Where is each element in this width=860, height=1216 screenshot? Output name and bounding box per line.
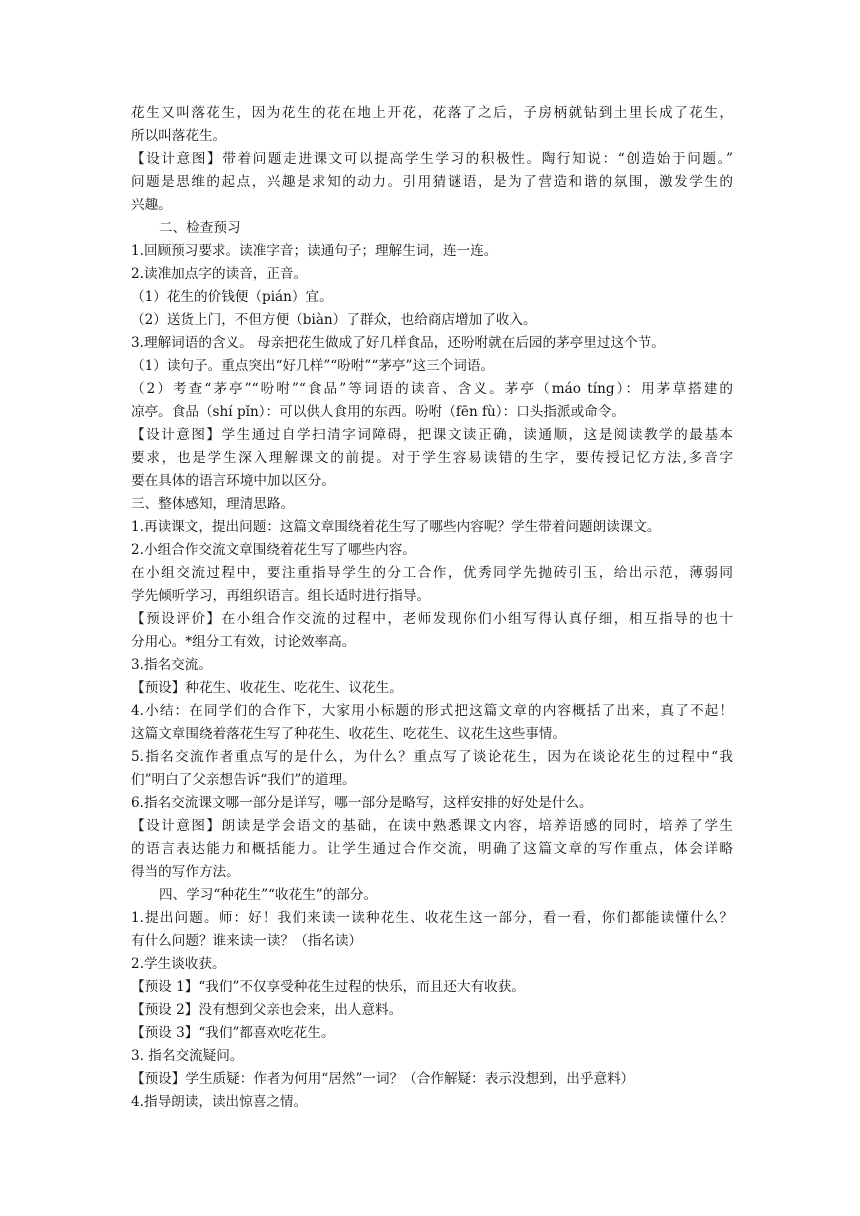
text-line: 兴趣。 [131, 197, 172, 213]
text-line: 4.小结：在同学们的合作下，大家用小标题的形式把这篇文章的内容概括了出来，真了不起！ [131, 703, 733, 719]
text-line: 【设计意图】朗读是学会语文的基础，在读中熟悉课文内容，培养语感的同时，培养了学生 [131, 818, 733, 834]
text-line: 3. 指名交流疑问。 [131, 1048, 244, 1064]
text-line: 要在具体的语言环境中加以区分。 [131, 473, 335, 489]
text-line: 【预设 1】“我们”不仅享受种花生过程的快乐，而且还大有收获。 [131, 979, 525, 995]
text-line: 1.回顾预习要求。读准字音；读通句子；理解生词，连一连。 [131, 243, 498, 259]
text-line: 6.指名交流课文哪一部分是详写，哪一部分是略写，这样安排的好处是什么。 [131, 795, 593, 811]
text-line: （2）送货上门，不但方便（biàn）了群众，也给商店增加了收入。 [131, 312, 537, 328]
text-line: 们”明白了父亲想告诉“我们”的道理。 [131, 772, 356, 788]
text-line: 1.提出问题。师：好！我们来读一读种花生、收花生这一部分，看一看，你们都能读懂什么？ [131, 910, 733, 926]
text-line: 三、整体感知，理清思路。 [131, 496, 295, 512]
text-line: 二、检查预习 [159, 220, 241, 236]
text-line: 【预设 2】没有想到父亲也会来，出人意料。 [131, 1002, 403, 1018]
text-line: 4.指导朗读，读出惊喜之情。 [131, 1094, 308, 1110]
text-line: 2.读准加点字的读音，正音。 [131, 266, 308, 282]
text-line: （1）读句子。重点突出“好几样”“吩咐”“茅亭”这三个词语。 [131, 358, 495, 374]
text-line: 有什么问题？谁来读一读？（指名读） [131, 933, 363, 949]
document-page [131, 102, 733, 1114]
text-line: 四、学习“种花生”“收花生”的部分。 [159, 887, 378, 903]
text-line: 分用心。*组分工有效，讨论效率高。 [131, 634, 356, 650]
text-line: 凉亭。食品（shí pǐn）：可以供人食用的东西。吩咐（fēn fù）：口头指派或命令。 [131, 404, 625, 420]
text-line: （2）考查“茅亭”“吩咐”“食品”等词语的读音、含义。茅亭（máo tíng）：用茅草搭建的 [131, 381, 733, 397]
text-line: 【预设 3】“我们”都喜欢吃花生。 [131, 1025, 335, 1041]
text-line: 所以叫落花生。 [131, 128, 227, 144]
text-line: 2.学生谈收获。 [131, 956, 226, 972]
text-line: 5.指名交流作者重点写的是什么，为什么？重点写了谈论花生，因为在谈论花生的过程中“我 [131, 749, 733, 765]
text-line: 3.指名交流。 [131, 657, 212, 673]
text-line: 3.理解词语的含义。 母亲把花生做成了好几样食品，还吩咐就在后园的茅亭里过这个节。 [131, 335, 665, 351]
text-line: 问题是思维的起点，兴趣是求知的动力。引用猜谜语，是为了营造和谐的氛围，激发学生的 [131, 174, 733, 190]
text-line: 要求，也是学生深入理解课文的前提。对于学生容易读错的生字，要传授记忆方法,多音字 [131, 450, 733, 466]
text-line: 得当的写作方法。 [131, 864, 240, 880]
text-line: 的语言表达能力和概括能力。让学生通过合作交流，明确了这篇文章的写作重点，体会详略 [131, 841, 733, 857]
text-line: 在小组交流过程中，要注重指导学生的分工合作，优秀同学先抛砖引玉，给出示范，薄弱同 [131, 565, 733, 581]
text-line: 【设计意图】学生通过自学扫清字词障碍，把课文读正确，读通顺，这是阅读教学的最基本 [131, 427, 733, 443]
text-line: 2.小组合作交流文章围绕着花生写了哪些内容。 [131, 542, 416, 558]
text-line: 学先倾听学习，再组织语言。组长适时进行指导。 [131, 588, 431, 604]
text-line: 这篇文章围绕着落花生写了种花生、收花生、吃花生、议花生这些事情。 [131, 726, 566, 742]
text-line: （1）花生的价钱便（pián）宜。 [131, 289, 333, 305]
text-line: 【预设】学生质疑：作者为何用“居然”一词？（合作解疑：表示没想到，出乎意料） [131, 1071, 635, 1087]
text-line: 【设计意图】带着问题走进课文可以提高学生学习的积极性。陶行知说：“创造始于问题。” [131, 151, 733, 167]
text-line: 【预设】种花生、收花生、吃花生、议花生。 [131, 680, 403, 696]
text-line: 【预设评价】在小组合作交流的过程中，老师发现你们小组写得认真仔细，相互指导的也十 [131, 611, 733, 627]
text-line: 1.再读课文，提出问题：这篇文章围绕着花生写了哪些内容呢？学生带着问题朗读课文。 [131, 519, 661, 535]
text-line: 花生又叫落花生，因为花生的花在地上开花，花落了之后，子房柄就钻到土里长成了花生， [131, 105, 733, 121]
